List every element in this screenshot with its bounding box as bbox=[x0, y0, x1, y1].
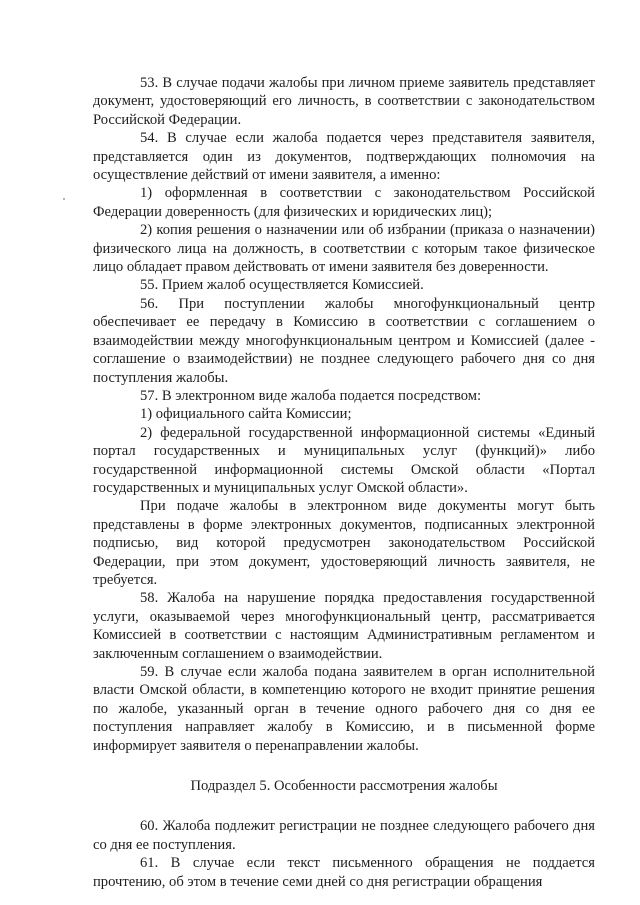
paragraph-57-item-1: 1) официального сайта Комиссии; bbox=[140, 406, 352, 423]
paragraph-61: 61. В случае если текст письменного обращения не поддается прочтению, об этом в течение семи дней со дня регистрации обращения bbox=[93, 855, 595, 890]
paragraph-57-item-2: 2) федеральной государственной информационной системы «Единый портал государственных и муниципальных услуг (функций)» либо государственной информационной системы Омской области «Портал государственных и муниципальных услуг Омской области». bbox=[93, 424, 595, 496]
paragraph-57-note: При подаче жалобы в электронном виде документы могут быть представлены в форме электронных документов, подписанных электронной подписью, вид которой предусмотрен законодательством Российской Федерации, при этом документ, удостоверяющий личность заявителя, не требуется. bbox=[93, 498, 595, 588]
paragraph-58: 58. Жалоба на нарушение порядка предоставления государственной услуги, оказываемой через многофункциональный центр, рассматривается Комиссией в соответствии с настоящим Административным регламентом и заключенным соглашением о взаимодействии. bbox=[93, 590, 595, 662]
paragraph-54-item-1: 1) оформленная в соответствии с законодательством Российской Федерации доверенность (для физических и юридических лиц); bbox=[93, 185, 595, 220]
paragraph-53: 53. В случае подачи жалобы при личном приеме заявитель представляет документ, удостоверяющий его личность, в соответствии с законодательством Российской Федерации. bbox=[93, 75, 595, 128]
paragraph-54-item-2: 2) копия решения о назначении или об избрании (приказа о назначении) физического лица на должность, в соответствии с которым такое физическое лицо обладает правом действовать от имени заявителя без доверенности. bbox=[93, 222, 595, 276]
subsection-heading: Подраздел 5. Особенности рассмотрения жалобы bbox=[190, 778, 498, 795]
document-page bbox=[93, 74, 595, 891]
paragraph-60: 60. Жалоба подлежит регистрации не позднее следующего рабочего дня со дня ее поступления. bbox=[93, 818, 595, 853]
paragraph-57: 57. В электронном виде жалоба подается посредством: bbox=[140, 387, 482, 404]
paragraph-54: 54. В случае если жалоба подается через представителя заявителя, представляется один из документов, подтверждающих полномочия на осуществление действий от имени заявителя, а именно: bbox=[93, 130, 595, 184]
paragraph-59: 59. В случае если жалоба подана заявителем в орган исполнительной власти Омской области, в компетенцию которого не входит принятие решения по жалобе, указанный орган в течение одного рабочего дня со дня ее поступления направляет жалобу в Комиссию, и в письменной форме информирует заявителя о перенаправлении жалобы. bbox=[93, 664, 595, 754]
scan-speck bbox=[63, 198, 65, 200]
paragraph-55: 55. Прием жалоб осуществляется Комиссией. bbox=[140, 277, 424, 294]
paragraph-56: 56. При поступлении жалобы многофункциональный центр обеспечивает ее передачу в Комиссию в соответствии с соглашением о взаимодействии между многофункциональным центром и Комиссией (далее - соглашение о взаимодействии) не позднее следующего рабочего дня со дня поступления жалобы. bbox=[93, 295, 595, 386]
